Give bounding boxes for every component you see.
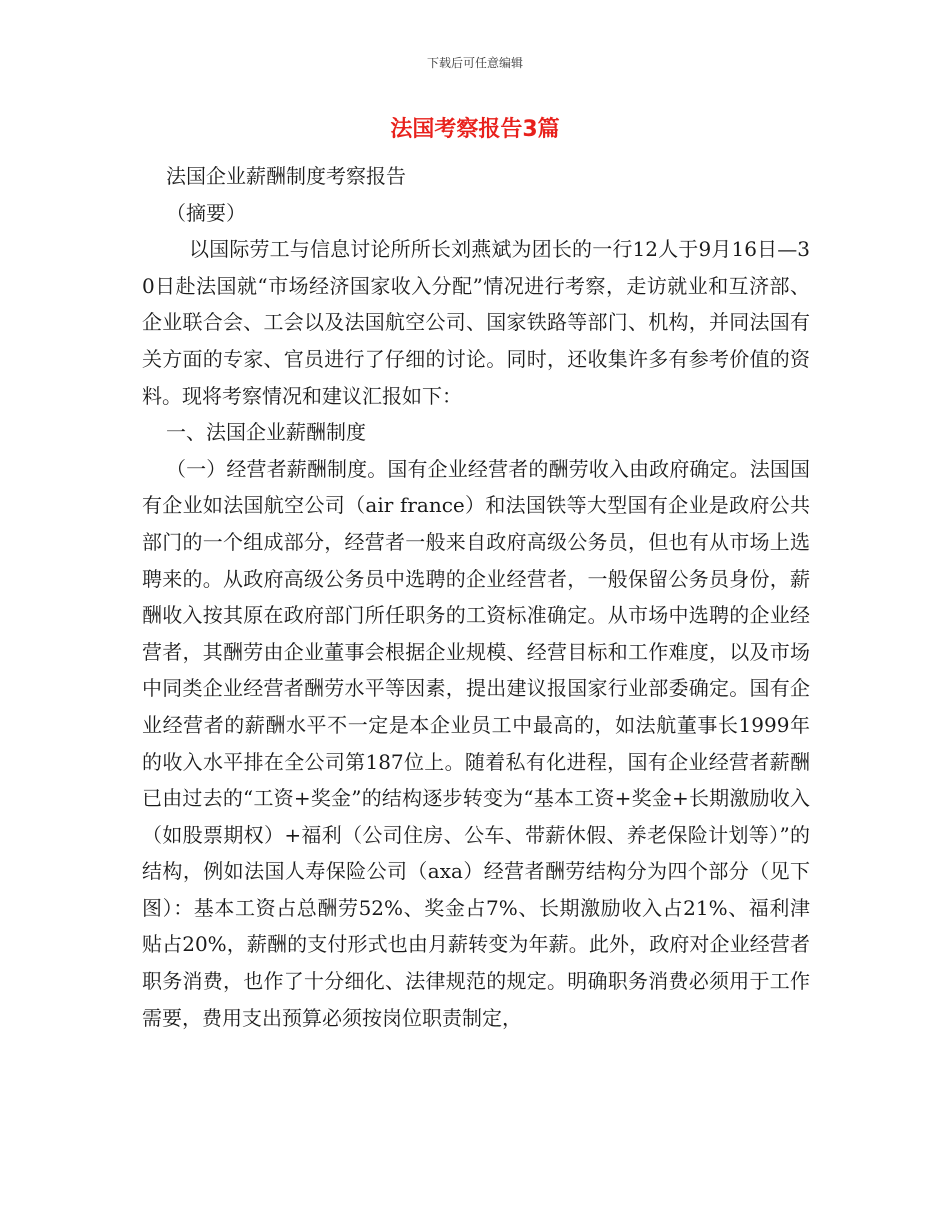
- section-heading: 一、法国企业薪酬制度: [166, 420, 366, 445]
- abstract-label: （摘要）: [166, 200, 246, 225]
- subsection-paragraph: （一）经营者薪酬制度。国有企业经营者的酬劳收入由政府确定。法国国有企业如法国航空公司（air france）和法国铁等大型国有企业是政府公共部门的一个组成部分，经营者一般来自政府高级公务员，但也有从市场上选聘来的。从政府高级公务员中选聘的企业经营者，一般保留公务员身份，薪酬收入按其原在政府部门所任职务的工资标准确定。从市场中选聘的企业经营者，其酬劳由企业董事会根据企业规模、经营目标和工作难度，以及市场中同类企业经营者酬劳水平等因素，提出建议报国家行业部委确定。国有企业经营者的薪酬水平不一定是本企业员工中最高的，如法航董事长1999年的收入水平排在全公司第187位上。随着私有化进程，国有企业经营者薪酬已由过去的“工资+奖金”的结构逐步转变为“基本工资+奖金+长期激励收入（如股票期权）+福利（公司住房、公车、带薪休假、养老保险计划等）”的结构，例如法国人寿保险公司（axa）经营者酬劳结构分为四个部分（见下图）：基本工资占总酬劳52%、奖金占7%、长期激励收入占21%、福利津贴占20%，薪酬的支付形式也由月薪转变为年薪。此外，政府对企业经营者职务消费，也作了十分细化、法律规范的规定。明确职务消费必须用于工作需要，费用支出预算必须按岗位职责制定，: [142, 456, 810, 1030]
- document-title: 法国考察报告3篇: [390, 117, 560, 142]
- header-note: 下载后可任意编辑: [426, 56, 523, 70]
- document-body: [142, 158, 810, 1036]
- report-subtitle: 法国企业薪酬制度考察报告: [166, 164, 406, 188]
- intro-paragraph: 以国际劳工与信息讨论所所长刘燕斌为团长的一行12人于9月16日—30日赴法国就“市场经济国家收入分配”情况进行考察，走访就业和互济部、企业联合会、工会以及法国航空公司、国家铁路等部门、机构，并同法国有关方面的专家、官员进行了仔细的讨论。同时，还收集许多有参考价值的资料。现将考察情况和建议汇报如下：: [142, 237, 810, 408]
